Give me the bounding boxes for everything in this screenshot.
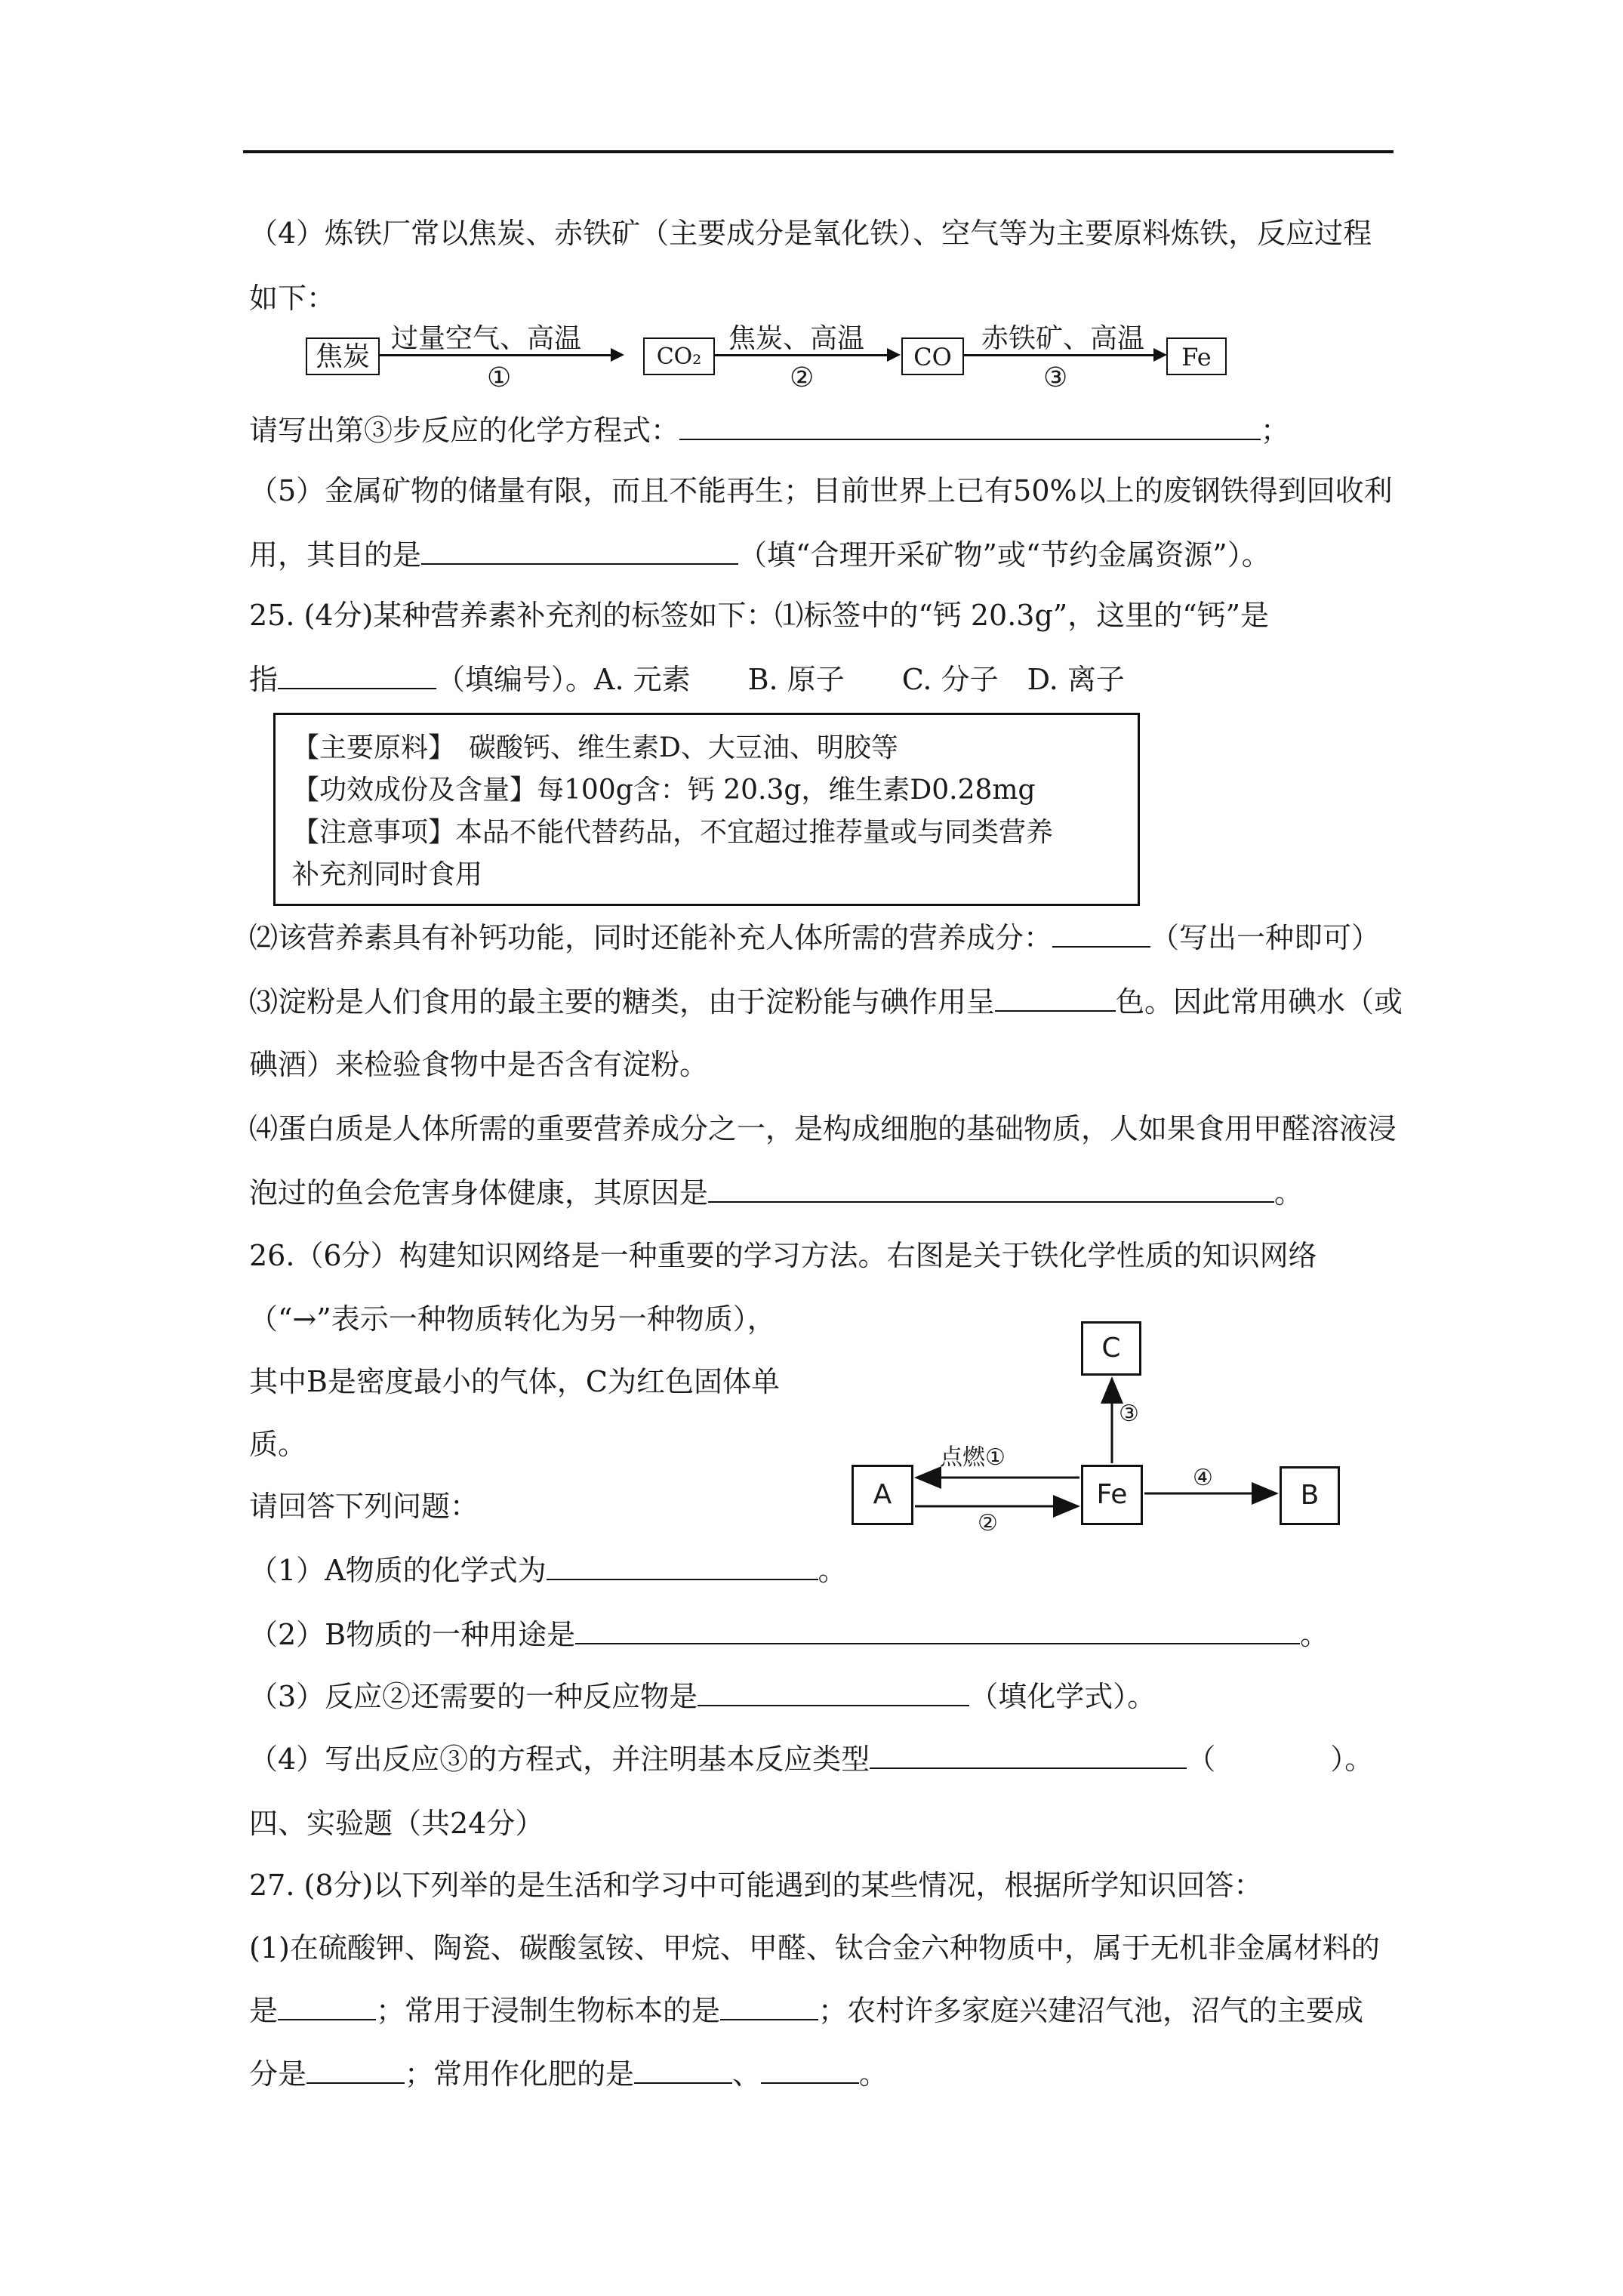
label-3: ③	[1119, 1401, 1139, 1427]
q25-line1: 25. (4分)某种营养素补充剂的标签如下：⑴标签中的“钙 20.3g”，这里的“钙”是	[249, 599, 1270, 632]
node-b: B	[1280, 1466, 1340, 1525]
answer-blank[interactable]	[870, 1740, 1187, 1769]
q26-line4: 质。	[249, 1428, 307, 1461]
answer-blank[interactable]	[698, 1678, 969, 1706]
q25-q3: ⑶淀粉是人们食用的最主要的糖类，由于淀粉能与碘作用呈 色。因此常用碘水（或	[249, 983, 1403, 1021]
answer-blank[interactable]	[306, 2055, 405, 2084]
flow-step1-condition: 过量空气、高温	[391, 323, 582, 354]
label-main-ingredients: 【主要原料】 碳酸钙、维生素D、大豆油、明胶等	[292, 732, 898, 763]
q26-line2: （“→”表示一种物质转化为另一种物质），	[249, 1302, 776, 1336]
answer-blank[interactable]	[278, 1992, 376, 2020]
q24-p4-line1: （4）炼铁厂常以焦炭、赤铁矿（主要成分是氧化铁）、空气等为主要原料炼铁，反应过程	[249, 217, 1372, 250]
q25-line2: 指 （填编号）。A. 元素 B. 原子 C. 分子 D. 离子	[249, 661, 1125, 698]
answer-blank[interactable]	[720, 1992, 818, 2020]
q24-p4-question: 请写出第③步反应的化学方程式： ；	[249, 411, 1289, 449]
q26-a1: （1）A物质的化学式为 。	[249, 1552, 847, 1589]
q26-line1: 26.（6分）构建知识网络是一种重要的学习方法。右图是关于铁化学性质的知识网络	[249, 1239, 1317, 1272]
node-fe: Fe	[1081, 1465, 1143, 1525]
node-c: C	[1081, 1321, 1141, 1376]
answer-blank[interactable]	[547, 1552, 818, 1580]
q25-q2: ⑵该营养素具有补钙功能，同时还能补充人体所需的营养成分： （写出一种即可）	[249, 919, 1380, 957]
q24-p5-line1: （5）金属矿物的储量有限，而且不能再生；目前世界上已有50%以上的废钢铁得到回收利	[249, 474, 1393, 507]
flow-box-co: CO	[901, 337, 964, 375]
q25-q4-line2: 泡过的鱼会危害身体健康，其原因是 。	[249, 1174, 1303, 1212]
q26-line3: 其中B是密度最小的气体，C为红色固体单	[249, 1365, 781, 1398]
label-4: ④	[1193, 1465, 1213, 1491]
flow-box-coke: 焦炭	[306, 337, 380, 375]
section-4-title: 四、实验题（共24分）	[249, 1807, 544, 1840]
label-content: 【功效成份及含量】每100g含：钙 20.3g，维生素D0.28mg	[292, 775, 1036, 806]
q27-line3: 是 ；常用于浸制生物标本的是 ；农村许多家庭兴建沼气池，沼气的主要成	[249, 1992, 1363, 2029]
label-notice-cont: 补充剂同时食用	[292, 859, 483, 890]
answer-blank[interactable]	[761, 2055, 859, 2084]
answer-blank[interactable]	[634, 2055, 732, 2084]
flow-step2-number: ②	[790, 362, 815, 393]
label-notice: 【注意事项】本品不能代替药品，不宜超过推荐量或与同类营养	[292, 817, 1054, 848]
q26-a4: （4）写出反应③的方程式，并注明基本反应类型 （ ）。	[249, 1740, 1373, 1778]
flow-step3-number: ③	[1043, 362, 1068, 393]
q25-q4-line1: ⑷蛋白质是人体所需的重要营养成分之一，是构成细胞的基础物质，人如果食用甲醛溶液浸	[249, 1112, 1397, 1145]
q24-p5-line2: 用，其目的是 （填“合理开采矿物”或“节约金属资源”）。	[249, 536, 1270, 574]
answer-blank[interactable]	[575, 1616, 1300, 1644]
flow-step3-condition: 赤铁矿、高温	[981, 323, 1145, 354]
q26-a2: （2）B物质的一种用途是 。	[249, 1616, 1329, 1653]
flow-step2-condition: 焦炭、高温	[728, 323, 865, 354]
flow-step1-number: ①	[487, 362, 512, 393]
q26-line5: 请回答下列问题：	[249, 1490, 479, 1523]
q26-a3: （3）反应②还需要的一种反应物是 （填化学式）。	[249, 1678, 1156, 1715]
node-a: A	[852, 1465, 913, 1525]
q27-line1: 27. (8分)以下列举的是生活和学习中可能遇到的某些情况，根据所学知识回答：	[249, 1869, 1263, 1902]
q27-line4: 分是 ；常用作化肥的是 、 。	[249, 2055, 888, 2093]
q25-q3-cont: 碘酒）来检验食物中是否含有淀粉。	[249, 1048, 709, 1081]
flow-box-fe: Fe	[1166, 337, 1227, 375]
label-ignite-1: 点燃①	[940, 1444, 1006, 1471]
q27-line2: (1)在硫酸钾、陶瓷、碳酸氢铵、甲烷、甲醛、钛合金六种物质中，属于无机非金属材料的	[249, 1931, 1380, 1965]
flow-box-co2: CO₂	[643, 337, 715, 375]
q24-p4-line2: 如下：	[249, 282, 336, 315]
label-2: ②	[978, 1510, 998, 1536]
